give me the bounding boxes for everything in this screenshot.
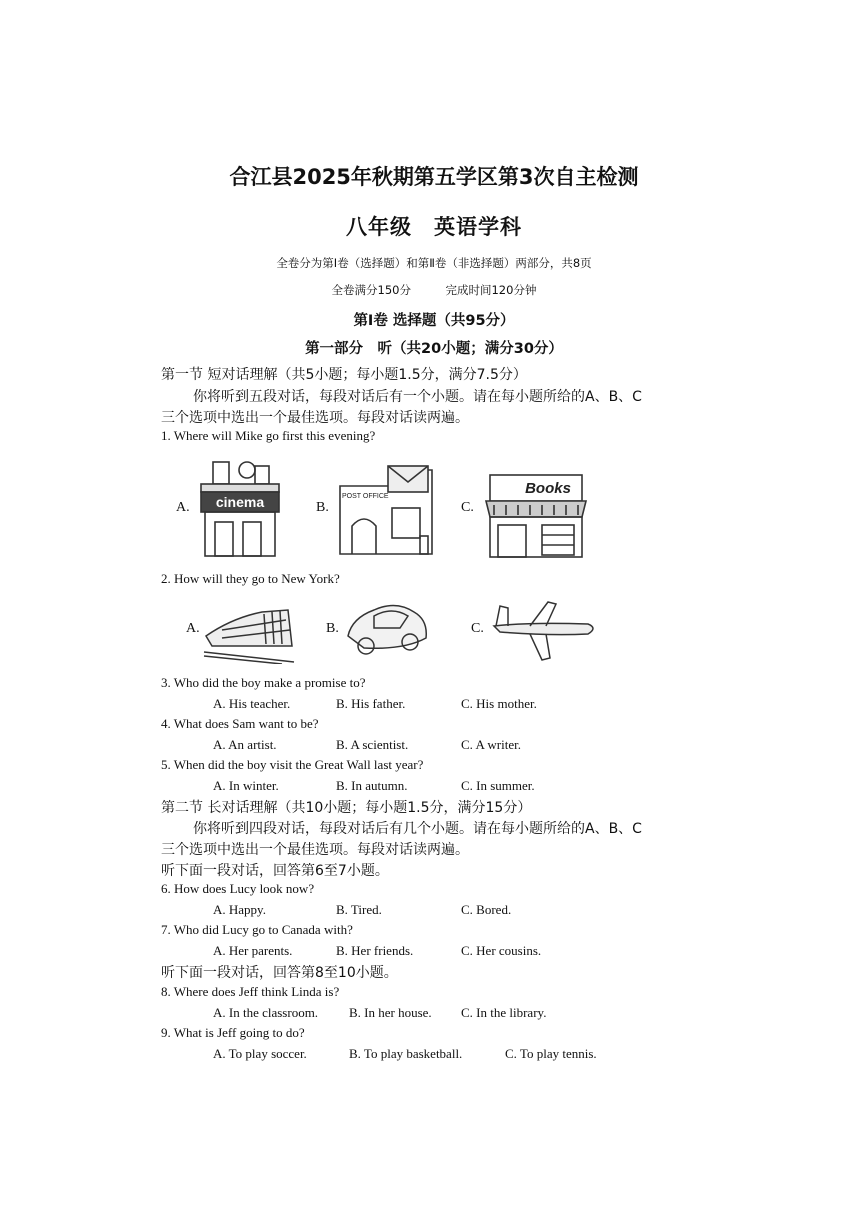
q2-option-c-label: C. (471, 621, 484, 636)
q4-option-b[interactable]: B. A scientist. (336, 737, 409, 752)
q6-option-b[interactable]: B. Tired. (336, 902, 382, 917)
post-office-icon (336, 464, 436, 558)
cinema-building-icon (195, 456, 285, 560)
question-5: 5. When did the boy visit the Great Wall last year? (161, 757, 424, 772)
q6-option-a[interactable]: A. Happy. (213, 902, 266, 917)
q3-option-c[interactable]: C. His mother. (461, 696, 537, 711)
q9-option-c[interactable]: C. To play tennis. (505, 1046, 597, 1061)
question-1: 1. Where will Mike go first this evening? (161, 428, 376, 443)
q1-option-b-label: B. (316, 500, 329, 515)
q5-option-b[interactable]: B. In autumn. (336, 778, 408, 793)
q1-option-c-label: C. (461, 500, 474, 515)
exam-title: 合江县2025年秋期第五学区第3次自主检测 (229, 165, 639, 189)
question-4: 4. What does Sam want to be? (161, 716, 319, 731)
train-icon (202, 600, 296, 664)
q3-option-a[interactable]: A. His teacher. (213, 696, 291, 711)
section2-group-1: 听下面一段对话，回答第6至7小题。 (161, 863, 389, 879)
section2-group-2: 听下面一段对话，回答第8至10小题。 (161, 965, 398, 981)
part-heading: 第一部分 听（共20小题；满分30分） (305, 341, 563, 357)
q1-option-a-label: A. (176, 500, 190, 515)
volume-heading: 第Ⅰ卷 选择题（共95分） (353, 313, 515, 329)
q8-option-b[interactable]: B. In her house. (349, 1005, 432, 1020)
question-3: 3. Who did the boy make a promise to? (161, 675, 366, 690)
exam-info-line-2: 全卷满分150分 完成时间120分钟 (331, 283, 537, 297)
q7-option-a[interactable]: A. Her parents. (213, 943, 293, 958)
car-icon (344, 598, 430, 662)
airplane-icon (490, 596, 600, 662)
bookstore-sign: Books (525, 480, 571, 497)
section1-instruction-2: 三个选项中选出一个最佳选项。每段对话读两遍。 (161, 410, 469, 426)
bookstore-icon (484, 471, 588, 559)
section2-instruction-2: 三个选项中选出一个最佳选项。每段对话读两遍。 (161, 842, 469, 858)
q8-option-a[interactable]: A. In the classroom. (213, 1005, 319, 1020)
q8-option-c[interactable]: C. In the library. (461, 1005, 547, 1020)
post-office-sign: POST OFFICE (342, 493, 389, 500)
exam-subtitle: 八年级 英语学科 (346, 215, 522, 239)
q4-option-a[interactable]: A. An artist. (213, 737, 277, 752)
q2-option-a-label: A. (186, 621, 200, 636)
question-8: 8. Where does Jeff think Linda is? (161, 984, 340, 999)
q7-option-c[interactable]: C. Her cousins. (461, 943, 542, 958)
cinema-sign: cinema (215, 494, 265, 510)
q9-option-b[interactable]: B. To play basketball. (349, 1046, 463, 1061)
q5-option-c[interactable]: C. In summer. (461, 778, 535, 793)
q6-option-c[interactable]: C. Bored. (461, 902, 512, 917)
question-2: 2. How will they go to New York? (161, 571, 340, 586)
q9-option-a[interactable]: A. To play soccer. (213, 1046, 307, 1061)
q5-option-a[interactable]: A. In winter. (213, 778, 279, 793)
q4-option-c[interactable]: C. A writer. (461, 737, 521, 752)
question-6: 6. How does Lucy look now? (161, 881, 315, 896)
section1-heading: 第一节 短对话理解（共5小题；每小题1.5分，满分7.5分） (161, 367, 527, 383)
section1-instruction-1: 你将听到五段对话，每段对话后有一个小题。请在每小题所给的A、B、C (193, 389, 642, 405)
section2-heading: 第二节 长对话理解（共10小题；每小题1.5分，满分15分） (161, 800, 532, 816)
q7-option-b[interactable]: B. Her friends. (336, 943, 414, 958)
section2-instruction-1: 你将听到四段对话，每段对话后有几个小题。请在每小题所给的A、B、C (193, 821, 642, 837)
exam-info-line-1: 全卷分为第Ⅰ卷（选择题）和第Ⅱ卷（非选择题）两部分，共8页 (276, 256, 592, 270)
q2-option-b-label: B. (326, 621, 339, 636)
question-9: 9. What is Jeff going to do? (161, 1025, 305, 1040)
question-7: 7. Who did Lucy go to Canada with? (161, 922, 353, 937)
q3-option-b[interactable]: B. His father. (336, 696, 406, 711)
